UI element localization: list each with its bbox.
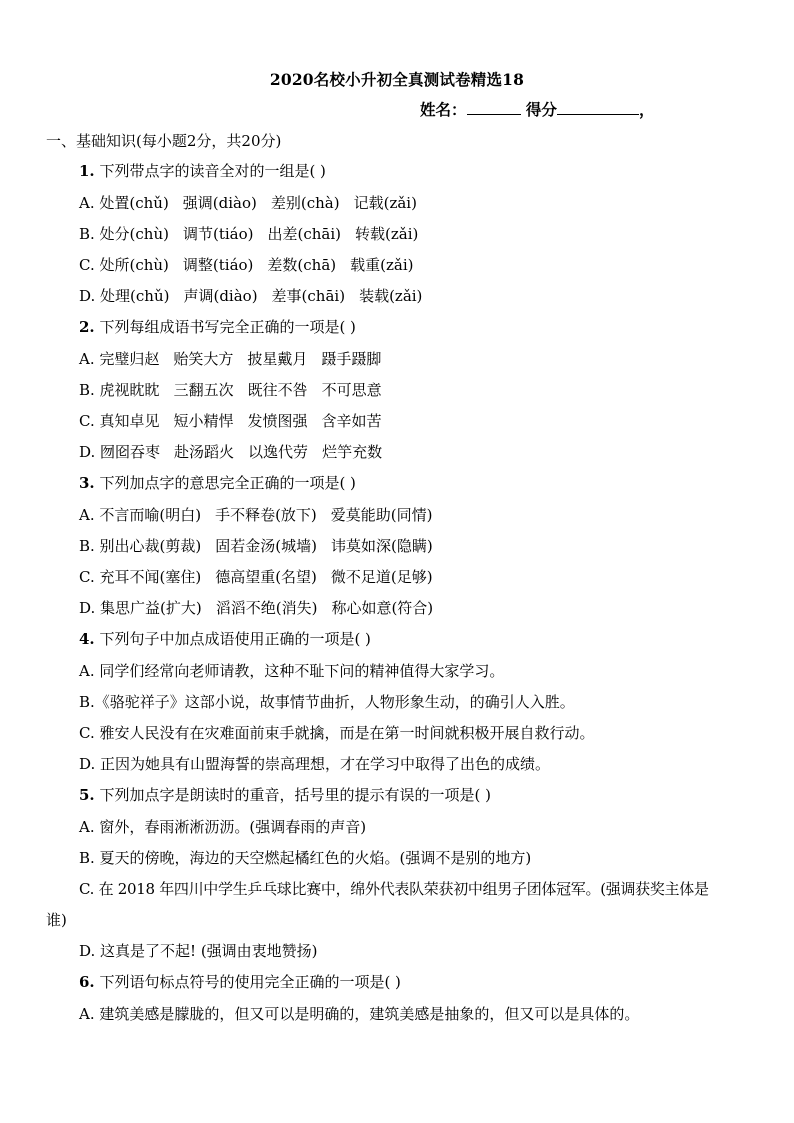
option-line: D. 这真是了不起! (强调由衷地赞扬) — [79, 942, 318, 960]
name-blank[interactable] — [467, 100, 521, 115]
option-item: 差事(chāi) — [271, 287, 346, 305]
trailing-comma: ， — [638, 100, 655, 119]
option-line: B. 夏天的傍晚，海边的天空燃起橘红色的火焰。(强调不是别的地方) — [79, 849, 532, 867]
option-item: 短小精悍 — [173, 412, 234, 430]
option-item: 赴汤蹈火 — [174, 443, 235, 461]
option-item: D. 处理(chǔ) — [79, 287, 170, 305]
option-item: 烂竽充数 — [322, 443, 383, 461]
option-row — [79, 255, 414, 275]
option-row — [79, 380, 382, 400]
question-number: 3. — [79, 474, 95, 492]
option-item: 调整(tiáo) — [182, 256, 254, 274]
name-label: 姓名： — [420, 100, 467, 119]
option-line: B.《骆驼祥子》这部小说，故事情节曲折，人物形象生动，的确引人入胜。 — [79, 693, 575, 711]
option-item: 载重(zǎi) — [350, 256, 414, 274]
option-row — [79, 224, 418, 244]
option-item: 蹑手蹑脚 — [321, 350, 382, 368]
question-number: 5. — [79, 786, 95, 804]
option-row — [79, 536, 433, 556]
question-stem: 下列加点字的意思完全正确的一项是( ) — [94, 474, 356, 492]
option-item: B. 虎视眈眈 — [79, 381, 160, 399]
question-5 — [79, 785, 491, 805]
option-item: 差数(chā) — [267, 256, 337, 274]
option-row — [79, 567, 433, 587]
option-line: D. 正因为她具有山盟海誓的崇高理想，才在学习中取得了出色的成绩。 — [79, 755, 551, 773]
option-item: 称心如意(符合) — [331, 599, 434, 617]
option-line: C. 雅安人民没有在灾难面前束手就擒，而是在第一时间就积极开展自救行动。 — [79, 724, 595, 742]
option-row — [79, 349, 381, 369]
option-item: B. 处分(chù) — [79, 225, 169, 243]
option-item: C. 真知卓见 — [79, 412, 160, 430]
option-row — [79, 286, 422, 306]
question-2 — [79, 317, 356, 337]
option-item: 装载(zǎi) — [359, 287, 423, 305]
option-item: 强调(diào) — [182, 194, 257, 212]
option-line: C. 在 2018 年四川中学生乒乓球比赛中，绵外代表队荣获初中组男子团体冠军。(强调获奖主体是 — [79, 880, 709, 898]
option-item: A. 处置(chǔ) — [79, 194, 169, 212]
option-item: 披星戴月 — [247, 350, 308, 368]
option-item: 滔滔不绝(消失) — [215, 599, 318, 617]
option-item: 三翻五次 — [173, 381, 234, 399]
option-item: 微不足道(足够) — [330, 568, 433, 586]
question-stem: 下列句子中加点成语使用正确的一项是( ) — [94, 630, 371, 648]
option-item: 调节(tiáo) — [183, 225, 254, 243]
question-stem: 下列加点字是朗读时的重音，括号里的提示有误的一项是( ) — [94, 786, 491, 804]
option-item: 贻笑大方 — [173, 350, 234, 368]
option-item: 含辛如苦 — [321, 412, 382, 430]
option-line-continued: 谁) — [46, 911, 67, 929]
option-item: 声调(diào) — [183, 287, 258, 305]
option-item: C. 处所(chù) — [79, 256, 169, 274]
question-1 — [79, 161, 326, 181]
option-row — [79, 505, 433, 525]
option-item: 出差(chāi) — [267, 225, 342, 243]
option-item: 手不释卷(放下) — [215, 506, 317, 524]
option-row — [79, 442, 382, 462]
score-blank[interactable] — [557, 100, 639, 115]
name-score-line — [420, 98, 654, 120]
option-item: D. 集思广益(扩大) — [79, 599, 202, 617]
question-stem: 下列每组成语书写完全正确的一项是( ) — [94, 318, 356, 336]
question-number: 2. — [79, 318, 95, 336]
question-stem: 下列带点字的读音全对的一组是( ) — [94, 162, 326, 180]
option-row — [79, 411, 382, 431]
option-item: 德高望重(名望) — [215, 568, 317, 586]
option-item: B. 别出心裁(剪裁) — [79, 537, 202, 555]
option-item: 差别(chà) — [270, 194, 340, 212]
question-6 — [79, 972, 401, 992]
question-stem: 下列语句标点符号的使用完全正确的一项是( ) — [94, 973, 401, 991]
option-item: 转载(zǎi) — [355, 225, 419, 243]
option-item: 记载(zǎi) — [353, 194, 417, 212]
score-label: 得分 — [525, 100, 557, 119]
option-item: 既往不咎 — [247, 381, 308, 399]
option-item: A. 不言而喻(明白) — [79, 506, 202, 524]
page-title: 2020名校小升初全真测试卷精选18 — [269, 70, 525, 89]
section-heading: 一、基础知识(每小题2分，共20分) — [46, 132, 282, 150]
option-item: 爱莫能助(同情) — [330, 506, 433, 524]
option-item: 讳莫如深(隐瞒) — [330, 537, 433, 555]
option-item: D. 囫囵吞枣 — [79, 443, 161, 461]
option-item: 以逸代劳 — [248, 443, 309, 461]
option-row — [79, 598, 433, 618]
option-item: A. 完璧归赵 — [79, 350, 160, 368]
option-line: A. 建筑美感是朦胧的，但又可以是明确的，建筑美感是抽象的，但又可以是具体的。 — [79, 1005, 640, 1023]
option-item: 不可思意 — [321, 381, 382, 399]
option-line: A. 窗外，春雨淅淅沥沥。(强调春雨的声音) — [79, 818, 367, 836]
question-4 — [79, 629, 371, 649]
option-item: C. 充耳不闻(塞住) — [79, 568, 202, 586]
question-3 — [79, 473, 356, 493]
question-number: 4. — [79, 630, 95, 648]
option-item: 固若金汤(城墙) — [215, 537, 317, 555]
option-item: 发愤图强 — [247, 412, 308, 430]
question-number: 6. — [79, 973, 95, 991]
option-row — [79, 193, 417, 213]
question-number: 1. — [79, 162, 95, 180]
option-line: A. 同学们经常向老师请教，这种不耻下问的精神值得大家学习。 — [79, 662, 505, 680]
